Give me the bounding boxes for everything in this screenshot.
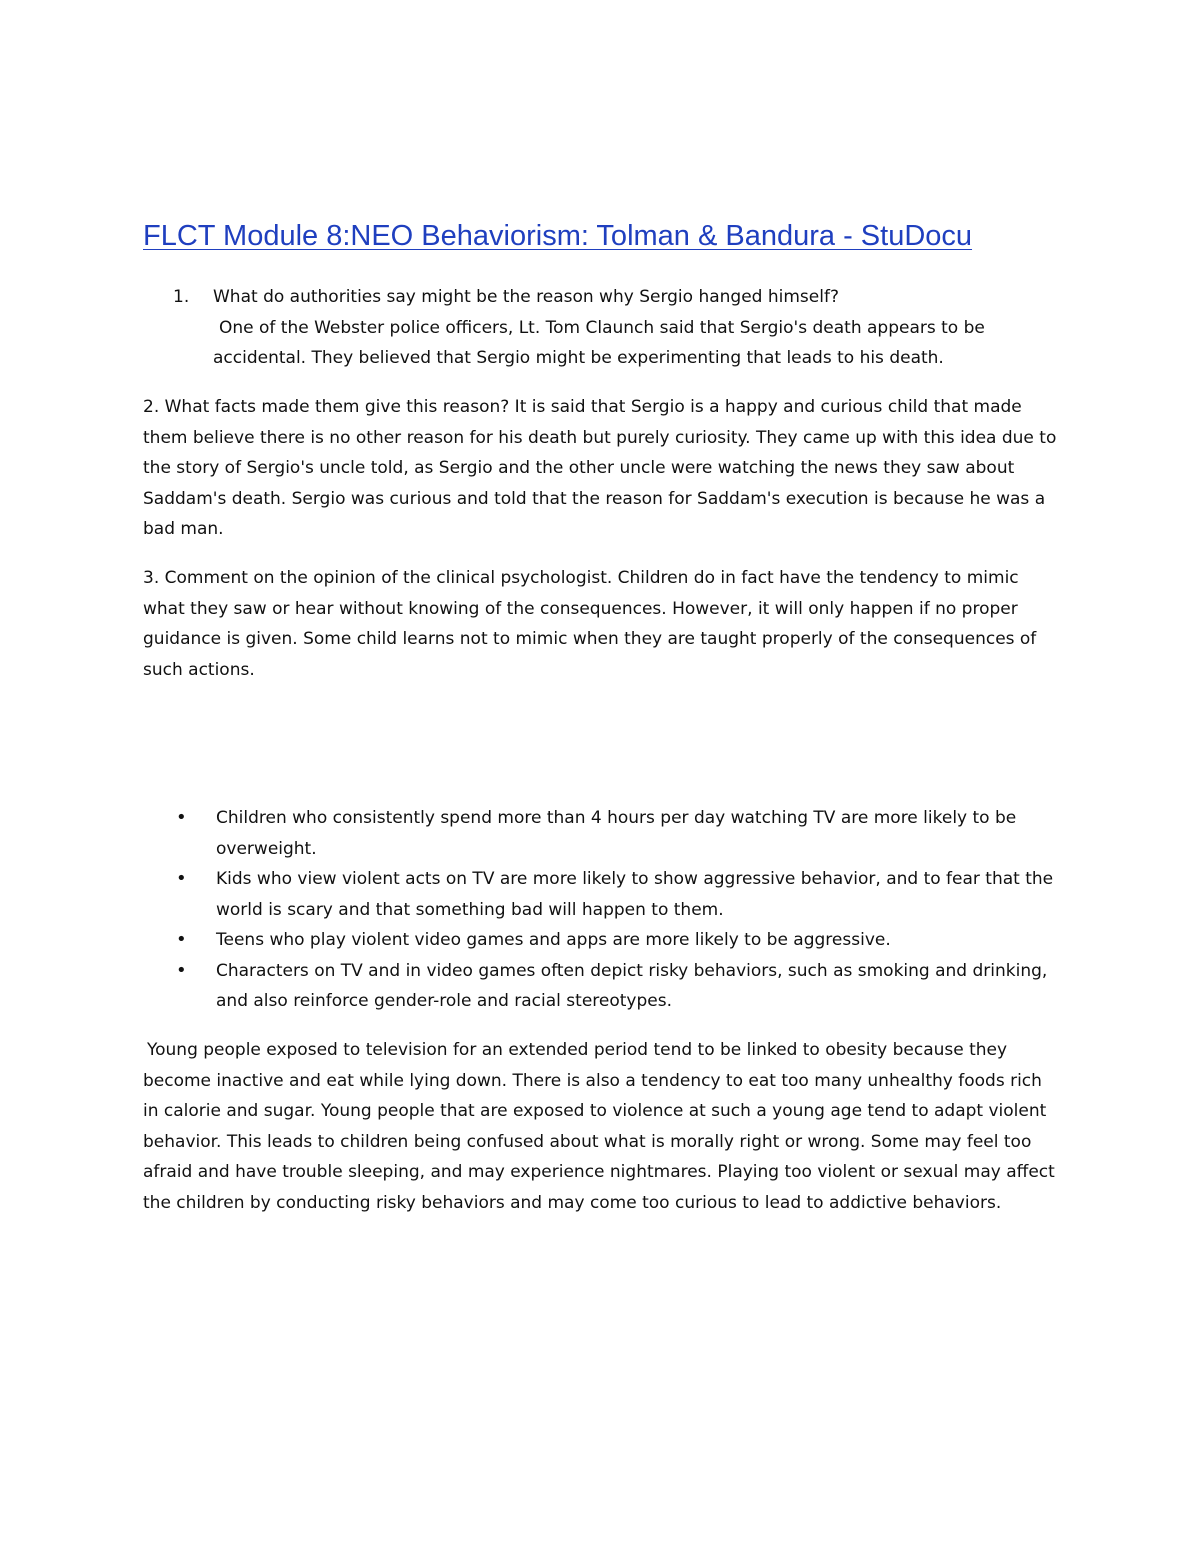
- bullet-icon: •: [176, 807, 187, 828]
- summary-paragraph: Young people exposed to television for an extended period tend to be linked to obesity because they become inactive and eat while lying down. There is also a tendency to eat too many unhealthy foods rich in calorie and sugar. Young people that are exposed to violence at such a young age tend to adapt violent behavior. This leads to children being confused about what is morally right or wrong. Some may feel too afraid and have trouble sleeping, and may experience nightmares. Playing too violent or sexual may affect the children by conducting risky behaviors and may come too curious to lead to addictive behaviors.: [143, 1040, 1055, 1213]
- document-title-link[interactable]: FLCT Module 8:NEO Behaviorism: Tolman & Bandura - StuDocu: [143, 220, 973, 252]
- bullet-icon: •: [176, 929, 187, 950]
- bullet-icon: •: [176, 868, 187, 889]
- question-1-answer: One of the Webster police officers, Lt. Tom Claunch said that Sergio's death appears to be accidental. They believed that Sergio might be experimenting that leads to his death.: [213, 317, 985, 368]
- bullet-text: Teens who play violent video games and apps are more likely to be aggressive.: [216, 930, 891, 950]
- bullet-item: [143, 803, 1063, 864]
- question-1: [143, 282, 1063, 374]
- bullet-text: Characters on TV and in video games often depict risky behaviors, such as smoking and drinking, and also reinforce gender-role and racial stereotypes.: [216, 960, 1048, 1011]
- bullet-list: [143, 803, 1063, 1017]
- bullet-item: [143, 925, 1063, 956]
- question-3-paragraph: 3. Comment on the opinion of the clinical psychologist. Children do in fact have the tendency to mimic what they saw or hear without knowing of the consequences. However, it will only happen if no proper guidance is given. Some child learns not to mimic when they are taught properly of the consequences of such actions.: [143, 568, 1037, 680]
- bullet-text: Children who consistently spend more than 4 hours per day watching TV are more likely to be overweight.: [216, 808, 1017, 859]
- question-1-text: What do authorities say might be the reason why Sergio hanged himself?: [213, 287, 839, 307]
- question-2-paragraph: 2. What facts made them give this reason? It is said that Sergio is a happy and curious child that made them believe there is no other reason for his death but purely curiosity. They came up with this idea due to the story of Sergio's uncle told, as Sergio and the other uncle were watching the news they saw about Saddam's death. Sergio was curious and told that the reason for Saddam's execution is because he was a bad man.: [143, 397, 1057, 539]
- bullet-text: Kids who view violent acts on TV are more likely to show aggressive behavior, and to fear that the world is scary and that something bad will happen to them.: [216, 869, 1054, 920]
- question-1-row: [143, 282, 1063, 313]
- question-1-number: 1.: [173, 287, 190, 307]
- bullet-item: [143, 956, 1063, 1017]
- bullet-icon: •: [176, 959, 187, 981]
- bullet-item: [143, 864, 1063, 925]
